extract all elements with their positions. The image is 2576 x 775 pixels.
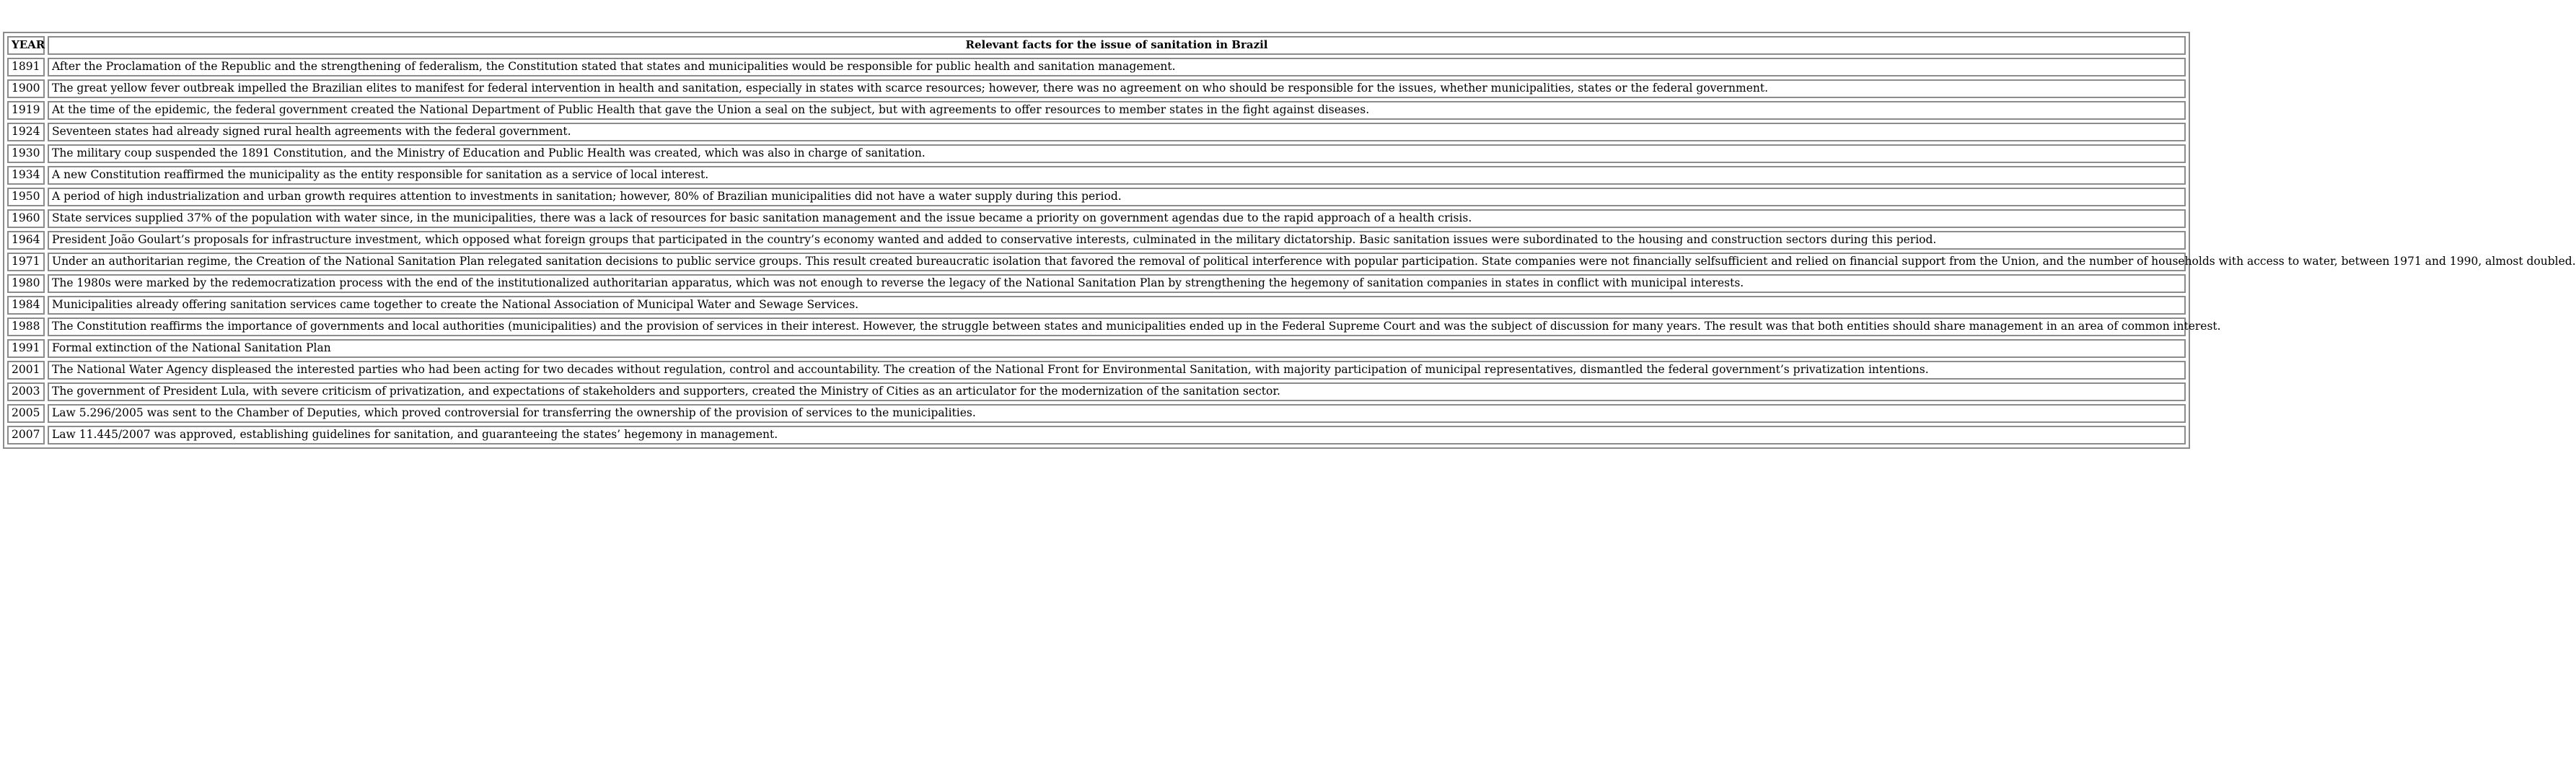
fact-cell: The government of President Lula, with severe criticism of privatization, and expectations of stakeholders and supporters, created the Ministry of Cities as an articulator for the modernization of the sanitation sector. <box>48 382 2186 401</box>
year-column-header: YEAR <box>7 36 45 55</box>
fact-cell: A new Constitution reaffirmed the municipality as the entity responsible for sanitation as a service of local interest. <box>48 166 2186 185</box>
table-row <box>7 404 2186 423</box>
table-row <box>7 123 2186 141</box>
fact-cell: The 1980s were marked by the redemocratization process with the end of the institutionalized authoritarian apparatus, which was not enough to reverse the legacy of the National Sanitation Plan by strengthening the hegemony of sanitation companies in states in conflict with municipal interests. <box>48 274 2186 293</box>
year-cell: 1964 <box>7 231 45 250</box>
table-row <box>7 144 2186 163</box>
table-row <box>7 426 2186 445</box>
table-row <box>7 361 2186 380</box>
year-cell: 1984 <box>7 296 45 315</box>
year-cell: 2007 <box>7 426 45 445</box>
fact-cell: The military coup suspended the 1891 Constitution, and the Ministry of Education and Public Health was created, which was also in charge of sanitation. <box>48 144 2186 163</box>
year-cell: 1930 <box>7 144 45 163</box>
year-cell: 2001 <box>7 361 45 380</box>
year-cell: 2003 <box>7 382 45 401</box>
year-cell: 1988 <box>7 318 45 336</box>
fact-cell: Formal extinction of the National Sanitation Plan <box>48 339 2186 358</box>
header-row <box>7 36 2186 55</box>
table-row <box>7 339 2186 358</box>
table-row <box>7 296 2186 315</box>
fact-cell: The Constitution reaffirms the importance of governments and local authorities (municipalities) and the provision of services in their interest. However, the struggle between states and municipalities ended up in the Federal Supreme Court and was the subject of discussion for many years. The result was that both entities should share management in an area of common interest. <box>48 318 2186 336</box>
year-cell: 1950 <box>7 188 45 206</box>
year-cell: 1980 <box>7 274 45 293</box>
year-cell: 1924 <box>7 123 45 141</box>
year-cell: 1960 <box>7 209 45 228</box>
table-row <box>7 382 2186 401</box>
table-row <box>7 209 2186 228</box>
year-cell: 1919 <box>7 101 45 120</box>
fact-cell: Municipalities already offering sanitation services came together to create the National Association of Municipal Water and Sewage Services. <box>48 296 2186 315</box>
table-row <box>7 318 2186 336</box>
year-cell: 1971 <box>7 253 45 271</box>
fact-cell: After the Proclamation of the Republic and the strengthening of federalism, the Constitution stated that states and municipalities would be responsible for public health and sanitation management. <box>48 58 2186 76</box>
sanitation-facts-table-container <box>3 32 2576 449</box>
fact-cell: The National Water Agency displeased the interested parties who had been acting for two decades without regulation, control and accountability. The creation of the National Front for Environmental Sanitation, with majority participation of municipal representatives, dismantled the federal government’s privatization intentions. <box>48 361 2186 380</box>
table-row <box>7 253 2186 271</box>
fact-cell: A period of high industrialization and urban growth requires attention to investments in sanitation; however, 80% of Brazilian municipalities did not have a water supply during this period. <box>48 188 2186 206</box>
year-cell: 1991 <box>7 339 45 358</box>
fact-cell: Law 11.445/2007 was approved, establishing guidelines for sanitation, and guaranteeing the states’ hegemony in management. <box>48 426 2186 445</box>
table-row <box>7 166 2186 185</box>
year-cell: 1934 <box>7 166 45 185</box>
table-row <box>7 101 2186 120</box>
fact-cell: President João Goulart’s proposals for infrastructure investment, which opposed what foreign groups that participated in the country’s economy wanted and added to conservative interests, culminated in the military dictatorship. Basic sanitation issues were subordinated to the housing and construction sectors during this period. <box>48 231 2186 250</box>
table-row <box>7 231 2186 250</box>
fact-cell: State services supplied 37% of the population with water since, in the municipalities, there was a lack of resources for basic sanitation management and the issue became a priority on government agendas due to the rapid approach of a health crisis. <box>48 209 2186 228</box>
table-header <box>7 36 2186 55</box>
table-row <box>7 188 2186 206</box>
year-cell: 2005 <box>7 404 45 423</box>
table-row <box>7 274 2186 293</box>
table-body <box>7 58 2576 445</box>
fact-cell: At the time of the epidemic, the federal government created the National Department of Public Health that gave the Union a seal on the subject, but with agreements to offer resources to member states in the fight against diseases. <box>48 101 2186 120</box>
facts-column-header: Relevant facts for the issue of sanitation in Brazil <box>48 36 2186 55</box>
sanitation-facts-table <box>3 32 2576 449</box>
table-row <box>7 79 2186 98</box>
fact-cell: Seventeen states had already signed rural health agreements with the federal government. <box>48 123 2186 141</box>
year-cell: 1891 <box>7 58 45 76</box>
fact-cell: Under an authoritarian regime, the Creation of the National Sanitation Plan relegated sanitation decisions to public service groups. This result created bureaucratic isolation that favored the removal of political interference with popular participation. State companies were not financially selfsufficient and relied on financial support from the Union, and the number of households with access to water, between 1971 and 1990, almost doubled. <box>48 253 2186 271</box>
table-row <box>7 58 2186 76</box>
fact-cell: The great yellow fever outbreak impelled the Brazilian elites to manifest for federal intervention in health and sanitation, especially in states with scarce resources; however, there was no agreement on who should be responsible for the issues, whether municipalities, states or the federal government. <box>48 79 2186 98</box>
fact-cell: Law 5.296/2005 was sent to the Chamber of Deputies, which proved controversial for transferring the ownership of the provision of services to the municipalities. <box>48 404 2186 423</box>
year-cell: 1900 <box>7 79 45 98</box>
